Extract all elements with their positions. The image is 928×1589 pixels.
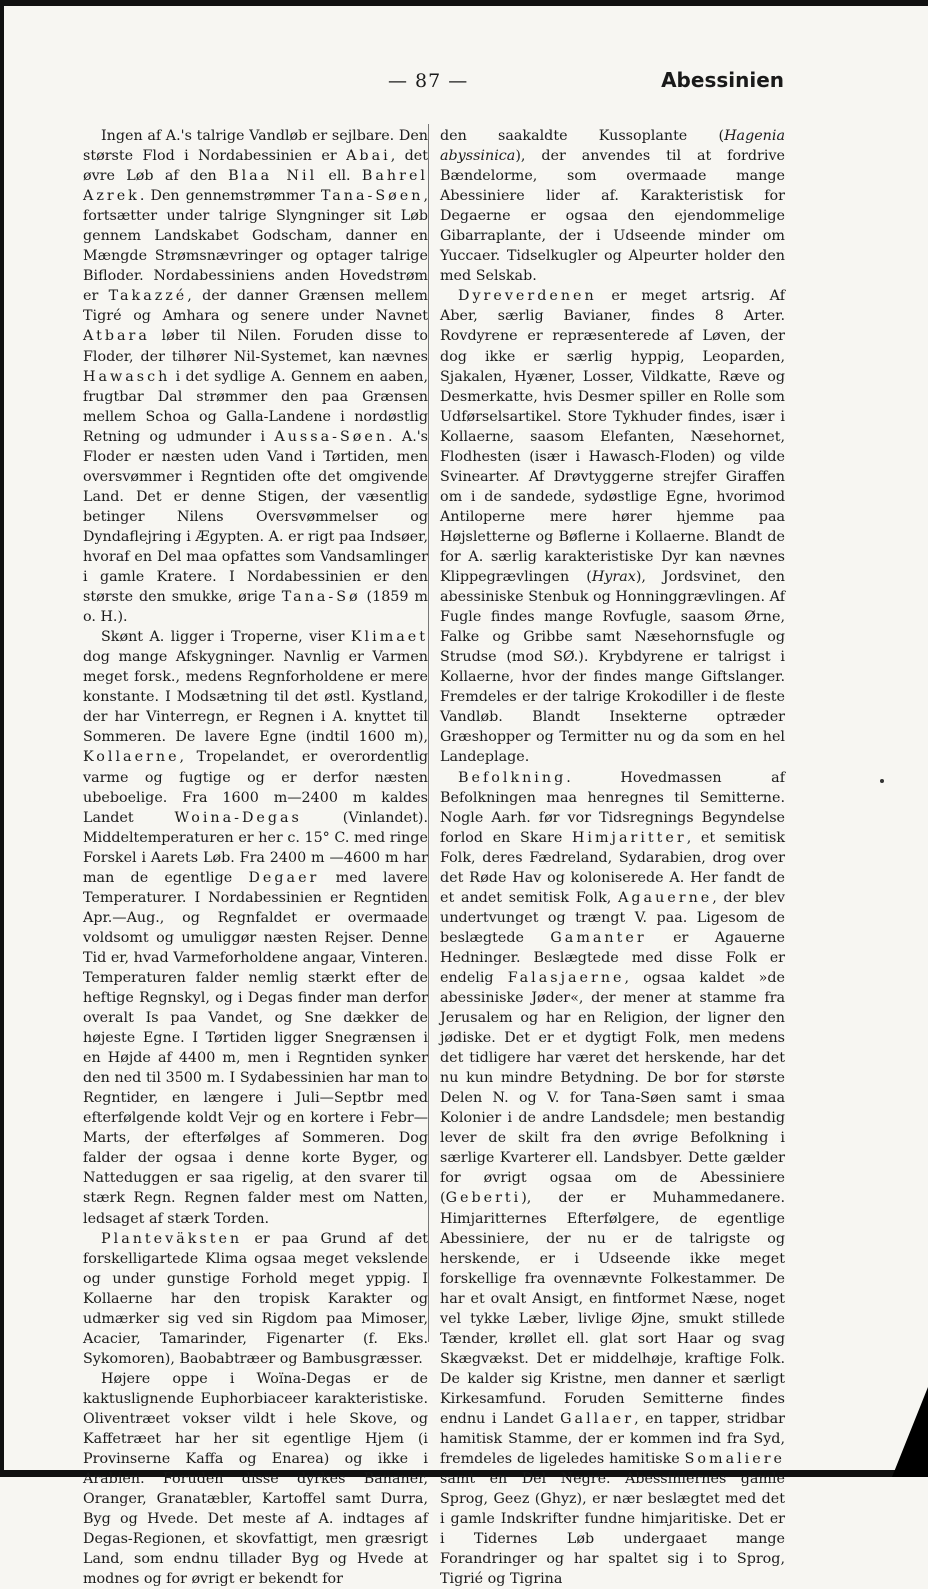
paragraph bbox=[83, 627, 428, 1228]
text-run: (1859 m o. H.). bbox=[83, 589, 428, 625]
text-run: er meget artsrig. Af Aber, særlig Bavianer, findes 8 Arter. Rovdyrene er repræsenterede af Løven, der dog ikke er særlig hyppig, Leoparden, Sjakalen, Hyæner, Losser, Vildkatte, Ræve og Desmerkatte, hvis Desmer spiller en Rolle som Udførselsartikel. Store Tykhuder findes, især i Kollaerne, saasom Elefanten, Næsehornet, Flodhesten (især i Hawasch-Floden) og vilde Svinearter. Af Drøvtyggerne strejfer Giraffen om i de sandede, sydøstlige Egne, hvorimod Antiloperne mere hører hjemme paa Højsletterne og Bøflerne i Kollaerne. Blandt de for A. særlig karakteristiske Dyr kan nævnes Klippegrævlingen ( bbox=[440, 288, 785, 585]
text-run: er Agauerne Hedninger. Beslægtede med disse Folk er endelig bbox=[440, 930, 785, 986]
spaced-term: Tana-Sø bbox=[282, 589, 361, 605]
italic-term: Hagenia abyssinica bbox=[440, 128, 785, 164]
right-column bbox=[440, 126, 785, 1589]
spaced-term: Atbara bbox=[83, 328, 150, 344]
spaced-term: Degaer bbox=[248, 870, 319, 886]
text-run: samt en Del Negre. Abessiniernes gamle Sprog, Geez (Ghyz), er nær beslægtet med det i gamle Indskrifter fundne himjaritiske. Det er i Tidernes Løb undergaaet mange Forandringer og har spaltet sig i to Sprog, Tigrié og Tigrina bbox=[440, 1471, 785, 1587]
spaced-term: Somaliere bbox=[685, 1451, 785, 1467]
paragraph bbox=[83, 126, 428, 627]
spaced-term: Geberti bbox=[446, 1190, 522, 1206]
left-column bbox=[83, 126, 428, 1589]
stray-ink-mark bbox=[880, 779, 884, 783]
text-run: , et semitisk Folk, deres Fædreland, Sydarabien, drog over det Røde Hav og koloniserede A. Her fandt de et andet semitisk Folk, bbox=[440, 830, 785, 906]
text-run: . A.'s Floder er næsten uden Vand i Tørtiden, men oversvømmer i Regntiden ofte det omgivende Land. Det er denne Stigen, der væsentlig betinger Nilens Oversvømmelser og Dyndaflejring i Ægypten. A. er rigt paa Indsøer, hvoraf en Del maa opfattes som Vandsamlinger i gamle Kratere. I Nordabessinien er den største den smukke, ørige bbox=[83, 429, 428, 605]
text-run: , Tropelandet, er overordentlig varme og fugtige og er derfor næsten ubeboelige. Fra 1600 m—2400 m kaldes Landet bbox=[83, 749, 428, 825]
spaced-term: Kollaerne bbox=[83, 749, 180, 765]
text-run: , der blev undertvunget og trængt V. paa. Ligesom de beslægtede bbox=[440, 890, 785, 946]
page-number: — 87 — bbox=[388, 70, 468, 92]
text-run: , ogsaa kaldet »de abessiniske Jøder«, der mener at stamme fra Jerusalem og har en Religion, der ligner den jødiske. Det er et dygtigt Folk, men medens det tidligere har været det herskende, har det nu kun mindre Betydning. De bor for største Delen N. og V. for Tana-Søen samt i smaa Kolonier i de andre Landsdele; men bestandig lever de skilt fra den øvrige Befolkning i særlige Kvarterer ell. Landsbyer. Dette gælder for øvrigt ogsaa om de Abessiniere ( bbox=[440, 970, 785, 1207]
column-divider bbox=[428, 124, 429, 1342]
text-run: Højere oppe i Woïna-Degas er de kaktuslignende Euphorbiaceer karakteristiske. Oliventræet vokser vildt i hele Skove, og Kaffetræet har her sit egentlige Hjem (i Provinserne Kaffa og Enarea) og ikke i Arabien. Foruden disse dyrkes Bananer, Oranger, Granatæbler, Kartoffel samt Durra, Byg og Hvede. Det meste af A. indtages af Degas-Regionen, et skovfattigt, men græsrigt Land, som endnu tillader Byg og Hvede at modnes og for øvrigt er bekendt for bbox=[83, 1371, 428, 1587]
spaced-term: Dyreverdenen bbox=[458, 288, 597, 304]
text-run: er paa Grund af det forskelligartede Klima ogsaa meget vekslende og under gunstige Forhold meget yppig. I Kollaerne har den tropisk Karakter og udmærker sig ved sin Rigdom paa Mimoser, Acacier, Tamarinder, Figenarter (f. Eks. Sykomoren), Baobabtræer og Bambusgræsser. bbox=[83, 1231, 428, 1367]
spaced-term: Bahrel Azrek bbox=[83, 168, 428, 204]
spaced-term: Agauerne bbox=[618, 890, 712, 906]
spaced-term: Woina-Degas bbox=[174, 810, 301, 826]
spaced-term: Blaa Nil bbox=[228, 168, 317, 184]
spaced-term: Befolkning bbox=[458, 770, 566, 786]
text-run: dog mange Afskygninger. Navnlig er Varmen meget forsk., medens Regnforholdene er mere konstante. I Modsætning til det østl. Kystland, der har Vinterregn, er Regnen i A. knyttet til Sommeren. De lavere Egne (indtil 1600 m), bbox=[83, 649, 428, 745]
text-run: ), der anvendes til at fordrive Bændelorme, som overmaade mange Abessiniere lider af. Karakteristisk for Degaerne er ogsaa den ejendommelige Gibarraplante, der i Udseende minder om Yuccaer. Tidselkugler og Alpeurter holder den med Selskab. bbox=[440, 148, 785, 284]
running-head: Abessinien bbox=[661, 68, 784, 92]
text-run: ), der er Muhammedanere. Himjaritternes Efterfølgere, de egentlige Abessiniere, der nu er de talrigste og herskende, er i Udseende ikke meget forskellige fra ovennævnte Folkestammer. De har et ovalt Ansigt, en fintformet Næse, noget vel tykke Læber, livlige Øjne, smukt stillede Tænder, krøllet ell. glat sort Haar og svag Skægvækst. Det er middelhøje, kraftige Folk. De kalder sig Kristne, men danner et særligt Kirkesamfund. Foruden Semitterne findes endnu i Landet bbox=[440, 1190, 785, 1427]
scan-border-top bbox=[0, 0, 928, 6]
text-run: den saakaldte Kussoplante ( bbox=[440, 128, 724, 144]
spaced-term: Aussa-Søen bbox=[274, 429, 388, 445]
spaced-term: Planteväksten bbox=[101, 1231, 242, 1247]
text-run: i det sydlige A. Gennem en aaben, frugtbar Dal strømmer den paa Grænsen mellem Schoa og Galla-Landene i nordøstlig Retning og udmunder i bbox=[83, 369, 428, 445]
spaced-term: Tana-Søen bbox=[321, 188, 424, 204]
text-run: , fortsætter under talrige Slyngninger sit Løb gennem Landskabet Godscham, danner en Mængde Strømsnævringer og optager talrige Bifloder. Nordabessiniens anden Hovedstrøm er bbox=[83, 188, 428, 304]
spaced-term: Gamanter bbox=[550, 930, 646, 946]
text-run: løber til Nilen. Foruden disse to Floder, der tilhører Nil-Systemet, kan nævnes bbox=[83, 328, 428, 364]
text-run: ), Jordsvinet, den abessiniske Stenbuk og Honninggrævlingen. Af Fugle findes mange Rovfugle, saasom Ørne, Falke og Gribbe samt Næsehornsfugle og Strudse (mod SØ.). Krybdyrene er talrigst i Kollaerne, hvor der findes mange Giftslanger. Fremdeles er der talrige Krokodiller i de fleste Vandløb. Blandt Insekterne optræder Græshopper og Termitter nu og da som en hel Landeplage. bbox=[440, 569, 785, 765]
spaced-term: Klimaet bbox=[351, 629, 428, 645]
scan-border-left bbox=[0, 0, 4, 1477]
spaced-term: Gallaer bbox=[560, 1411, 634, 1427]
paragraph bbox=[440, 286, 785, 767]
spaced-term: Hawasch bbox=[83, 369, 170, 385]
italic-term: Hyrax bbox=[592, 569, 636, 585]
spaced-term: Abai bbox=[346, 148, 391, 164]
text-run: ell. bbox=[317, 168, 362, 184]
text-run: . Den gennemstrømmer bbox=[140, 188, 321, 204]
text-run: , der danner Grænsen mellem Tigré og Amhara og senere under Navnet bbox=[83, 288, 428, 324]
paragraph bbox=[83, 1229, 428, 1369]
paragraph bbox=[440, 126, 785, 286]
text-run: Skønt A. ligger i Troperne, viser bbox=[101, 629, 351, 645]
text-run: (Vinlandet). Middeltemperaturen er her c. 15° C. med ringe Forskel i Aarets Løb. Fra 2400 m —4600 m har man de egentlige bbox=[83, 810, 428, 886]
text-run: Ingen af A.'s talrige Vandløb er sejlbare. Den største Flod i Nordabessinien er bbox=[83, 128, 428, 164]
text-run: , en tapper, stridbar hamitisk Stamme, der er kommen ind fra Syd, fremdeles de ligeledes hamitiske bbox=[440, 1411, 785, 1467]
spaced-term: Takazzé bbox=[109, 288, 188, 304]
text-run: , det øvre Løb af den bbox=[83, 148, 428, 184]
text-run: med lavere Temperaturer. I Nordabessinien er Regntiden Apr.—Aug., og Regnfaldet er overmaade voldsomt og umuliggør næsten Rejser. Denne Tid er, hvad Varmeforholdene angaar, Vinteren. Temperaturen falder nemlig stærkt efter de heftige Regnskyl, og i Degas finder man derfor overalt Is paa Vandet, og Sne dækker de højeste Egne. I Tørtiden ligger Snegrænsen i en Højde af 4400 m, men i Regntiden synker den ned til 3500 m. I Sydabessinien har man to Regntider, en længere i Juli—Septbr med efterfølgende koldt Vejr og en kortere i Febr—Marts, der efterfølges af Sommeren. Dog falder der ogsaa i denne korte Byger, og Natteduggen er saa rigelig, at den svarer til stærk Regn. Regnen falder mest om Natten, ledsaget af stærk Torden. bbox=[83, 870, 428, 1227]
text-run: . Hovedmassen af Befolkningen maa henregnes til Semitterne. Nogle Aarh. før vor Tidsregnings Begyndelse forlod en Skare bbox=[440, 770, 785, 846]
scan-corner-shadow bbox=[892, 1387, 928, 1477]
spaced-term: Himjaritter bbox=[572, 830, 687, 846]
spaced-term: Falasjaerne bbox=[508, 970, 625, 986]
paragraph bbox=[440, 768, 785, 1589]
paragraph bbox=[83, 1369, 428, 1589]
